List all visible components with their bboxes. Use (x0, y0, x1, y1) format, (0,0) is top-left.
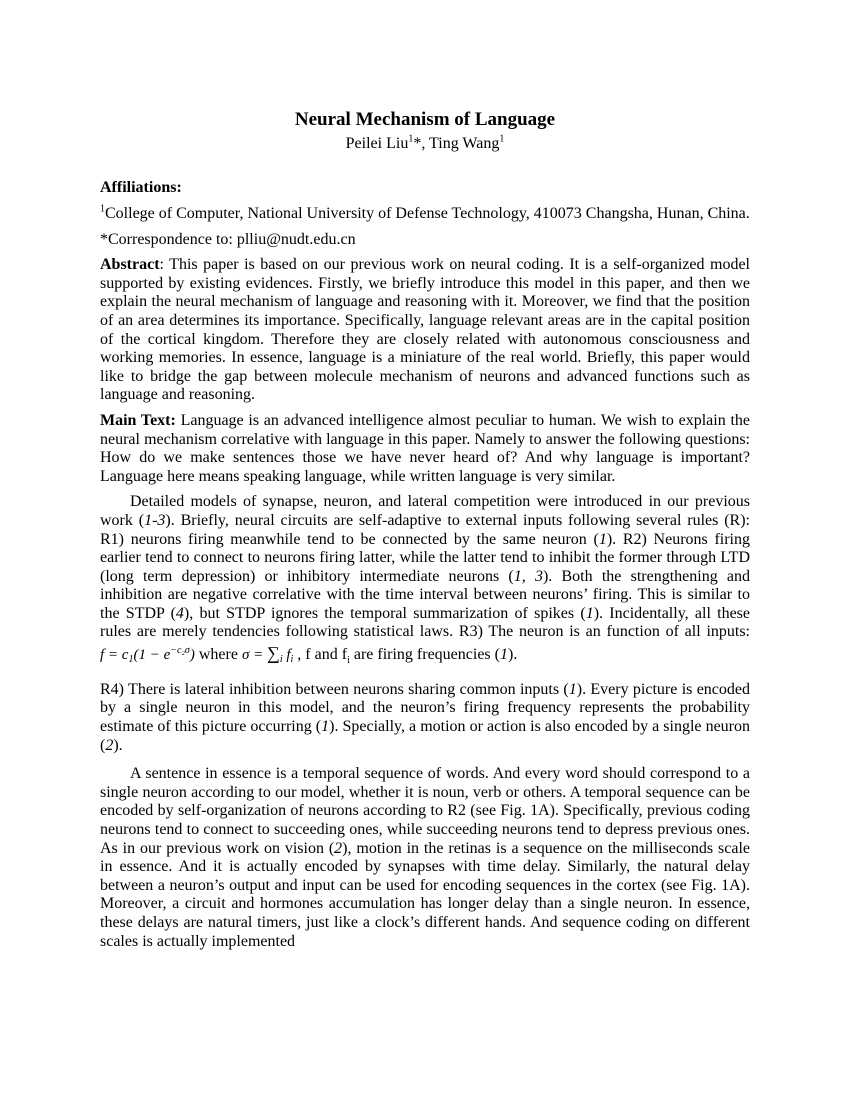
citation: 2 (334, 839, 343, 857)
abstract-body: : This paper is based on our previous work on neural coding. It is a self-organized model supported by existing evidences. Firstly, we briefly introduce this model in this paper, and then we explain the neural mechanism of language and reasoning with it. Moreover, we find that the position of an area determines its importance. Specifically, language relevant areas are in the capital position of the cortical kingdom. Therefore they are closely related with autonomous consciousness and working memories. In essence, language is a miniature of the real world. Briefly, this paper would like to bridge the gap between molecule mechanism of neurons and advanced functions such as language and reasoning. (100, 256, 750, 404)
author-name: Peilei Liu (345, 135, 409, 152)
citation: 1 (568, 680, 577, 698)
formula-part: σ (241, 647, 250, 664)
formula-subscript: i (279, 654, 283, 666)
text-run: ), motion in the retinas is a sequence on the milliseconds scale in essence. And it is actually encoded by synapses with time delay. Similarly, the natural delay between a neuron’s output and input can be used for encoding sequences in the cortex (see Fig. 1A). Moreover, a circuit and hormones accumulation has longer delay than a single neuron. In essence, these delays are natural timers, just like a clock’s different hands. And sequence coding on different scales is actually implemented (100, 839, 750, 950)
text-run: ). (113, 736, 123, 754)
sequence-paragraph (100, 765, 750, 951)
text-run: Detailed models of synapse, neuron, and lateral competition were introduced in our previous work ( (100, 493, 750, 529)
text-run: ). (507, 646, 518, 664)
formula-superscript: −c₂σ (170, 645, 190, 657)
text-run: A sentence in essence is a temporal sequence of words. And every word should correspond to a single neuron according to our model, whether it is noun, verb or others. A temporal sequence can be encoded by self-organization of neurons according to R2 (see Fig. 1A). Specifically, previous coding neurons tend to connect to succeeding ones, while succeeding neurons tend to depress previous ones. As in our previous work on vision ( (100, 765, 750, 857)
abstract-paragraph (100, 256, 750, 405)
corresponding-marker: *, (413, 135, 430, 152)
affiliation-marker: 1 (100, 203, 105, 215)
paper-title: Neural Mechanism of Language (294, 109, 556, 130)
formula-subscript: 1 (128, 654, 134, 666)
summation-symbol: ∑ (266, 643, 280, 664)
author-name: Ting Wang (429, 135, 500, 152)
citation: 4 (175, 604, 184, 622)
neuron-function-formula (100, 645, 195, 666)
text-run: ), but STDP ignores the temporal summarization of spikes ( (183, 604, 586, 622)
subscript: i (347, 655, 350, 667)
abstract-label: Abstract (100, 256, 160, 274)
affiliation-marker: 1 (408, 133, 414, 145)
affiliation-body: College of Computer, National University of Defense Technology, 410073 Changsha, Hunan, China. (105, 205, 750, 222)
affiliation-text (100, 205, 750, 224)
rules-paragraph (100, 493, 750, 671)
text-run: ). Both the strengthening and inhibition are negative correlative with the time interval between neurons’ firing. This is similar to the STDP ( (100, 567, 751, 622)
citation: 1, 3 (513, 567, 543, 585)
affiliations-heading: Affiliations: (100, 179, 182, 196)
formula-part: (1 − e (133, 647, 171, 664)
paper-page (100, 108, 750, 951)
citation: 1 (499, 646, 508, 664)
text-run: where (194, 646, 242, 664)
formula-part: f (100, 647, 105, 664)
formula-subscript: i (290, 654, 294, 666)
citation: 1 (598, 530, 607, 548)
main-text-label: Main Text: (100, 411, 176, 429)
text-run: ). Incidentally, all these rules are merely tendencies following statistical laws. R3) The neuron is an function of all inputs: (100, 604, 751, 641)
text-run: ). R2) Neurons firing earlier tend to connect to neurons firing latter, while the latter tend to inhibit the former through LTD (long term depression) or inhibitory intermediate neurons ( (100, 530, 750, 585)
text-run: ). Specially, a motion or action is also encoded by a single neuron ( (100, 718, 751, 754)
text-run: ). Every picture is encoded by a single neuron in this model, and the neuron’s firing frequency represents the probability estimate of this picture occurring ( (100, 680, 750, 736)
text-run: , f and f (293, 646, 348, 664)
text-run: R4) There is lateral inhibition between neurons sharing common inputs ( (100, 680, 569, 698)
formula-part: = (249, 647, 267, 664)
correspondence-line: *Correspondence to: plliu@nudt.edu.cn (100, 230, 356, 248)
citation: 1-3 (144, 511, 166, 529)
author-line (100, 134, 750, 154)
formula-part: = c (104, 647, 129, 664)
citation: 1 (321, 718, 330, 736)
main-text-body: Language is an advanced intelligence almost peculiar to human. We wish to explain the neural mechanism correlative with language in this paper. Namely to answer the following questions: How do we make sentences those we have never heard of? And why language is important? Language here means speaking language, while written language is very similar. (100, 411, 750, 485)
affiliation-marker: 1 (499, 133, 505, 145)
main-text-paragraph (100, 412, 750, 486)
formula-part: ) (189, 647, 195, 664)
citation: 1 (585, 604, 594, 622)
formula-part: f (282, 647, 291, 664)
citation: 2 (105, 736, 114, 754)
rules-paragraph-continued (100, 681, 750, 755)
sigma-formula (241, 643, 294, 666)
text-run: ). Briefly, neural circuits are self-adaptive to external inputs following several rules (R): R1) neurons firing meanwhile tend to be connected by the same neuron ( (100, 511, 750, 548)
text-run: are firing frequencies ( (349, 646, 500, 664)
